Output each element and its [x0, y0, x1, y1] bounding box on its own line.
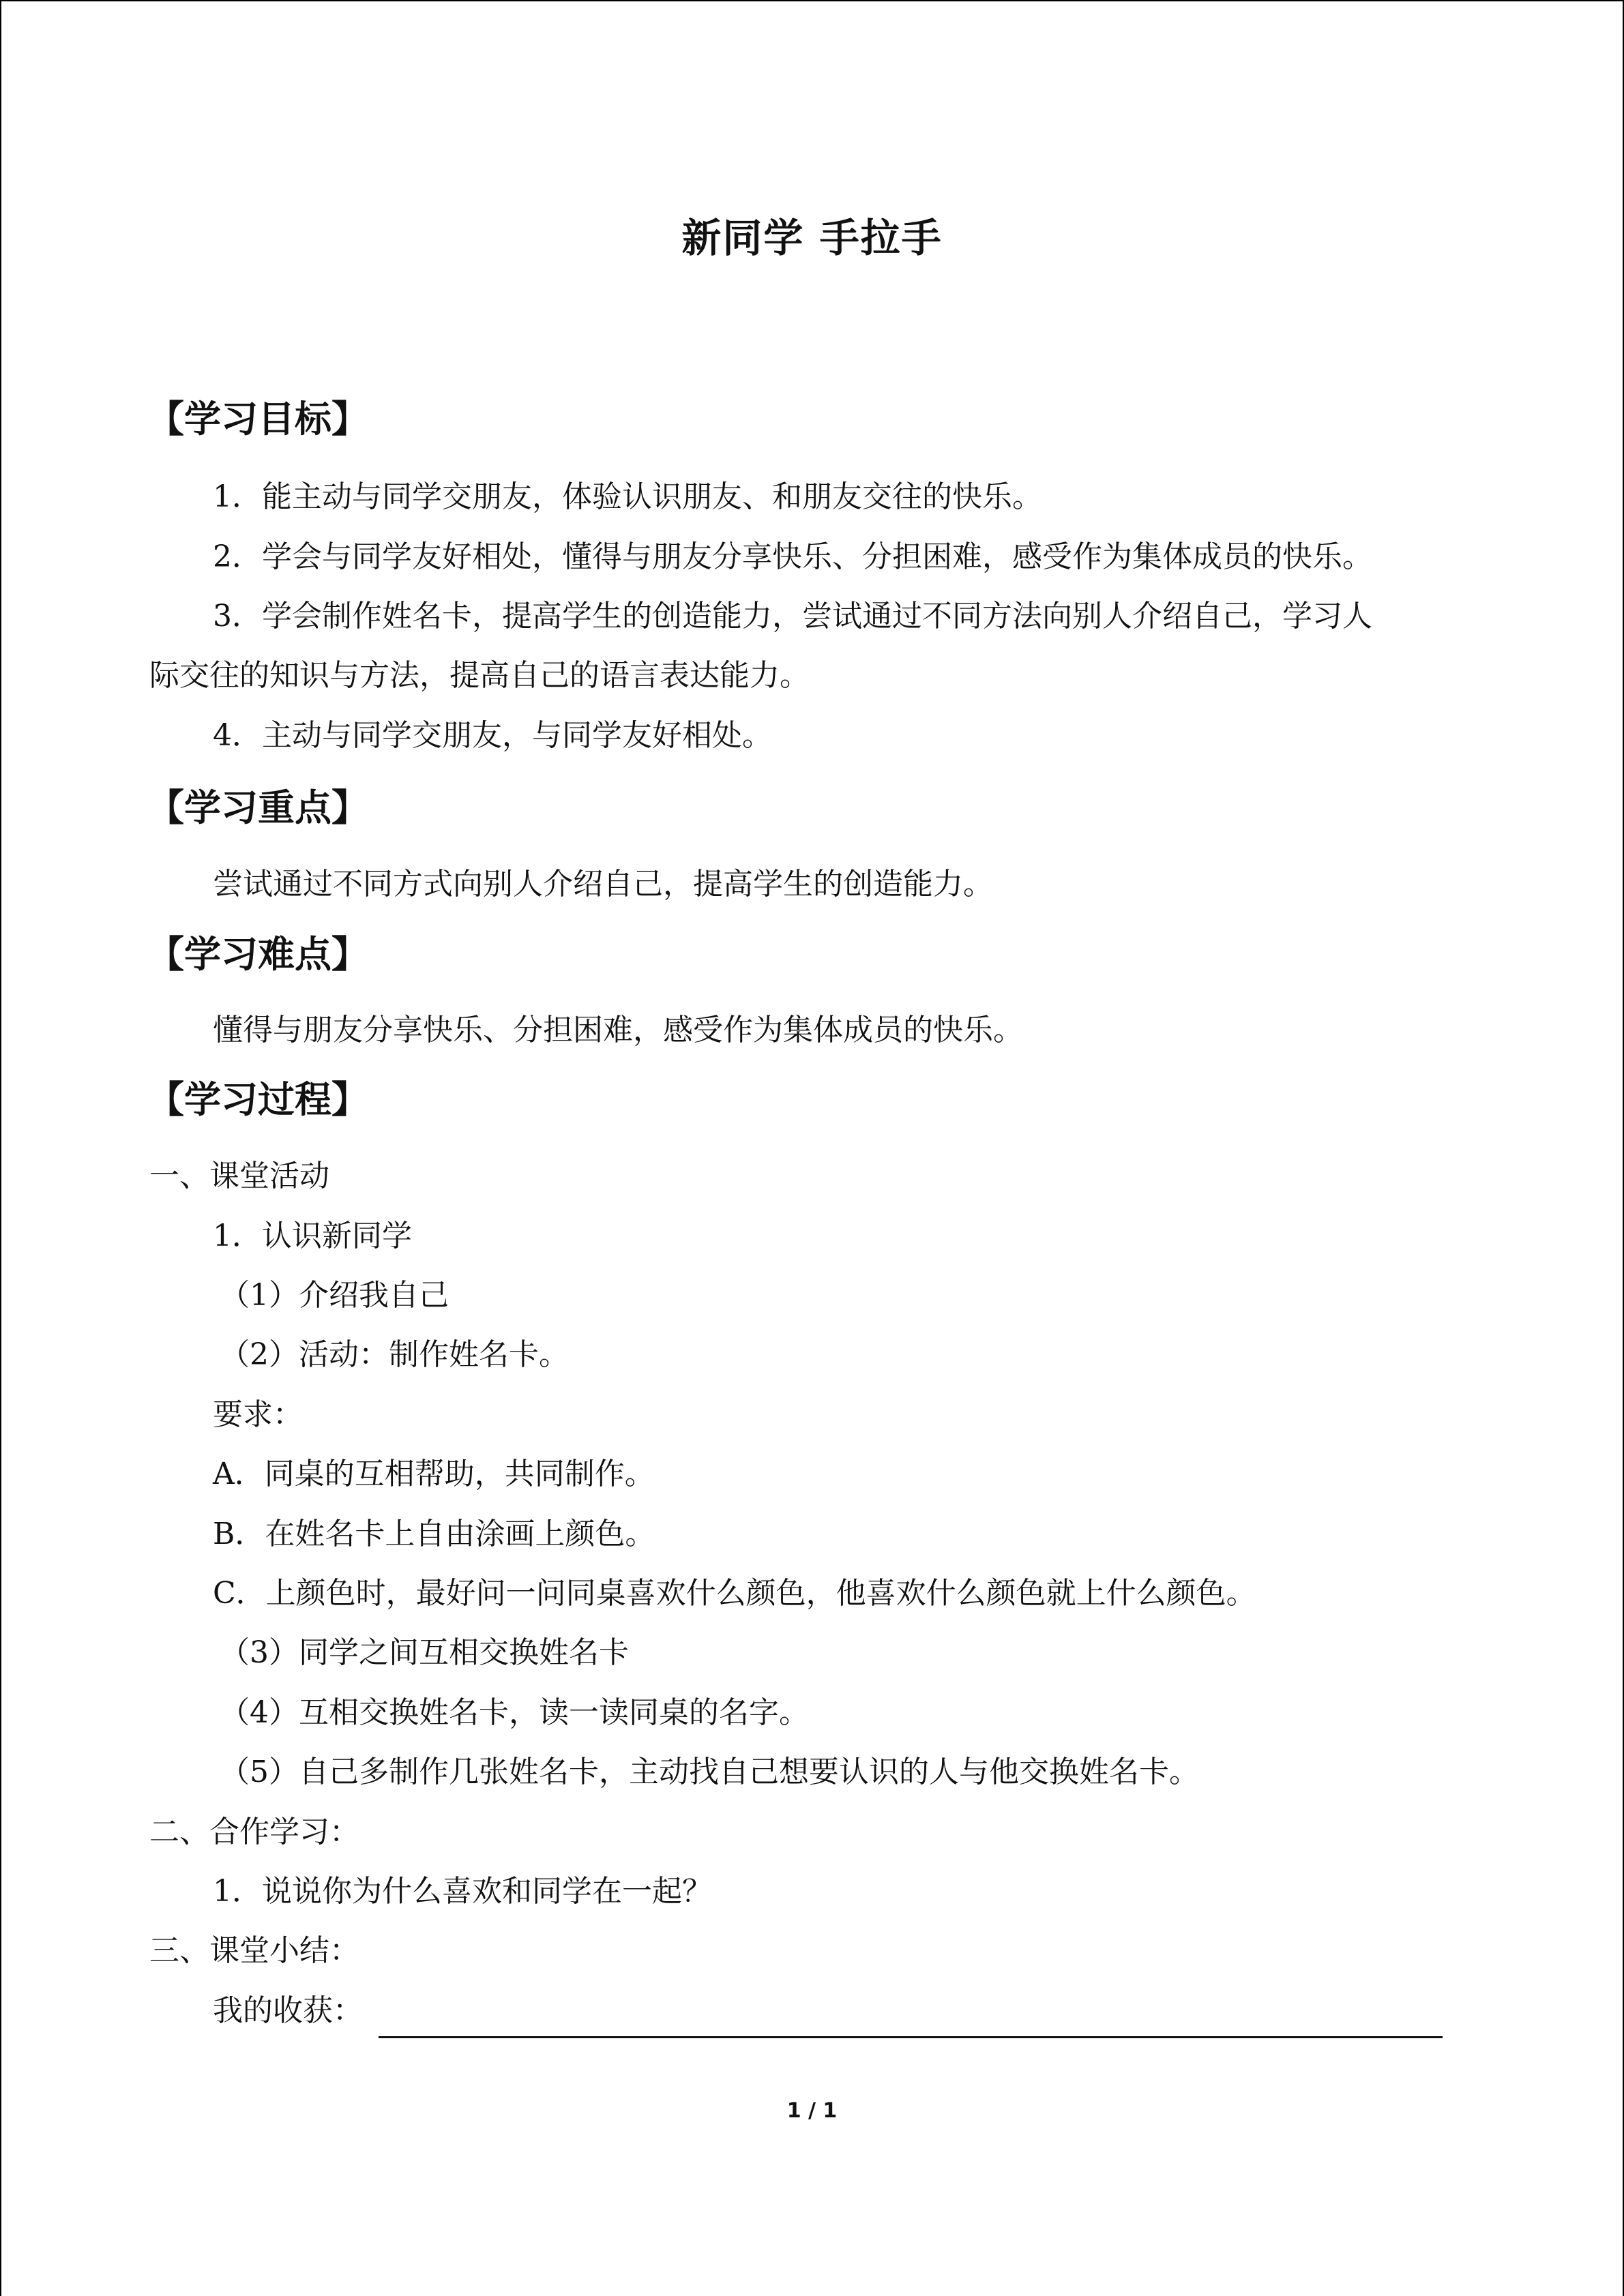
- process-step: （3）同学之间互相交换姓名卡: [220, 1635, 629, 1670]
- part3-title: 三、课堂小结：: [149, 1933, 359, 1968]
- process-step: （5）自己多制作几张姓名卡，主动找自己想要认识的人与他交换姓名卡。: [220, 1755, 1199, 1789]
- part2-title: 二、合作学习：: [149, 1815, 359, 1849]
- process-step: （2）活动：制作姓名卡。: [220, 1337, 569, 1372]
- page-number: 1 / 1: [786, 2099, 838, 2123]
- goal-item: 1．能主动与同学交朋友，体验认识朋友、和朋友交往的快乐。: [213, 479, 1042, 514]
- harvest-label: 我的收获：: [213, 1993, 363, 2028]
- part1-title: 一、课堂活动: [149, 1159, 329, 1193]
- part1-sub-title: 1．认识新同学: [213, 1219, 412, 1253]
- requirement-item: B．在姓名卡上自由涂画上颜色。: [213, 1517, 655, 1551]
- requirement-item: A．同桌的互相帮助，共同制作。: [213, 1457, 655, 1491]
- document-title: 新同学 手拉手: [681, 215, 943, 261]
- heading-key-point: 【学习重点】: [147, 786, 368, 829]
- requirement-item: C．上颜色时，最好问一问同桌喜欢什么颜色，他喜欢什么颜色就上什么颜色。: [213, 1576, 1256, 1611]
- key-point-text: 尝试通过不同方式向别人介绍自己，提高学生的创造能力。: [213, 867, 993, 901]
- heading-process: 【学习过程】: [147, 1078, 368, 1121]
- part2-question: 1．说说你为什么喜欢和同学在一起？: [213, 1874, 712, 1909]
- requirements-label: 要求：: [213, 1397, 303, 1432]
- heading-learning-goals: 【学习目标】: [147, 398, 368, 441]
- goal-item: 3．学会制作姓名卡，提高学生的创造能力，尝试通过不同方法向别人介绍自己，学习人: [213, 599, 1372, 633]
- goal-item-continuation: 际交往的知识与方法，提高自己的语言表达能力。: [149, 658, 810, 693]
- goal-item: 2．学会与同学友好相处，懂得与朋友分享快乐、分担困难，感受作为集体成员的快乐。: [213, 539, 1372, 574]
- difficulty-text: 懂得与朋友分享快乐、分担困难，感受作为集体成员的快乐。: [213, 1013, 1023, 1047]
- heading-difficulty: 【学习难点】: [147, 933, 368, 976]
- process-step: （4）互相交换姓名卡，读一读同桌的名字。: [220, 1695, 809, 1730]
- process-step: （1）介绍我自己: [220, 1278, 449, 1313]
- harvest-answer-line: [379, 2036, 1443, 2038]
- goal-item: 4．主动与同学交朋友，与同学友好相处。: [213, 718, 772, 753]
